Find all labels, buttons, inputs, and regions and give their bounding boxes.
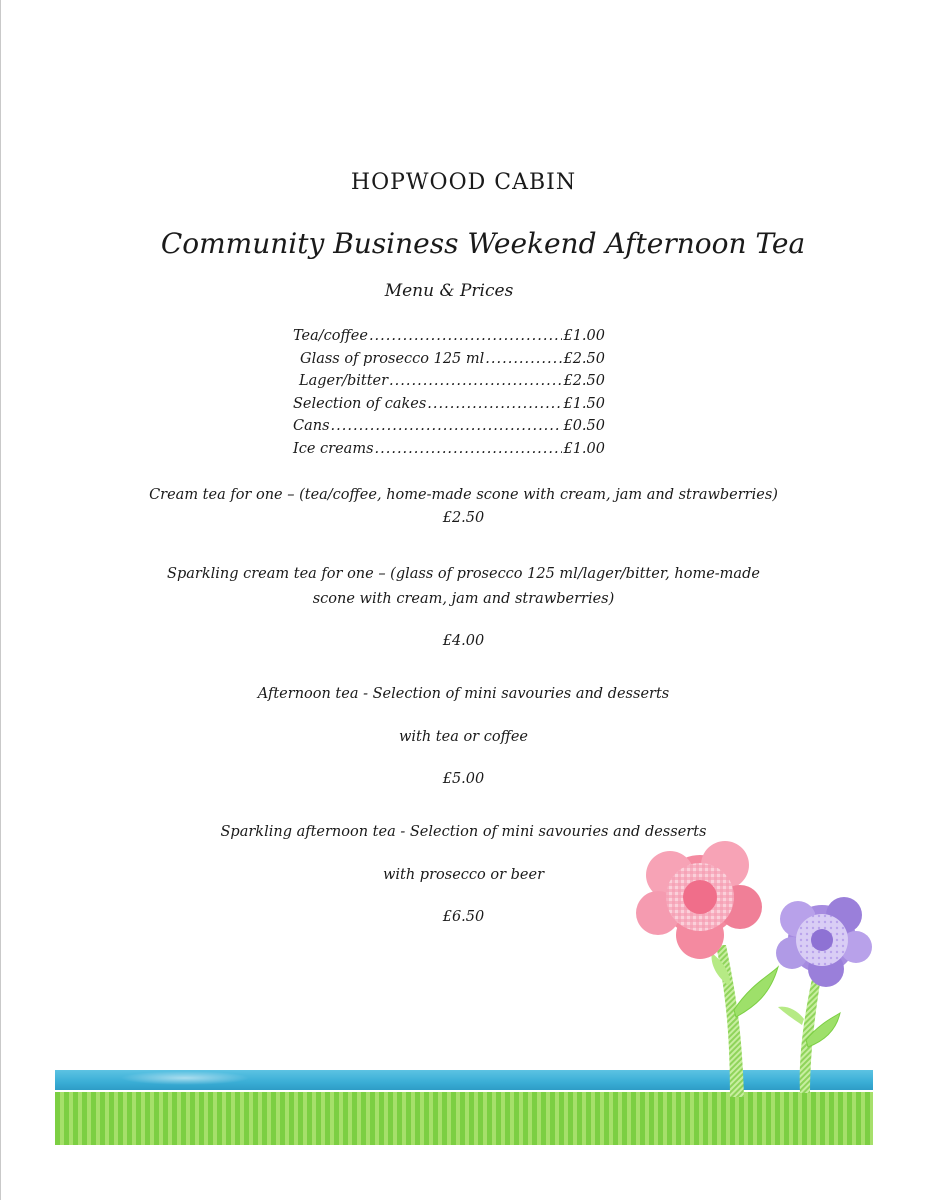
cream-tea-price: £2.50 [442, 510, 485, 526]
menu-subtitle: Community Business Weekend Afternoon Tea [160, 227, 806, 260]
price-item-label: Ice creams [293, 441, 374, 457]
sparkling-afternoon-tea-price: £6.50 [442, 909, 485, 925]
leader-dots [389, 373, 562, 389]
price-row-cans [293, 418, 605, 440]
price-item-label: Cans [293, 418, 330, 434]
cream-tea-description: Cream tea for one – (tea/coffee, home-made scone with cream, jam and strawberries) [149, 487, 778, 503]
flowers-decoration [630, 835, 880, 1105]
price-item-label: Lager/bitter [299, 373, 389, 389]
sparkling-afternoon-tea-description: Sparkling afternoon tea - Selection of mini savouries and desserts [220, 824, 707, 840]
price-item-label: Selection of cakes [293, 396, 427, 412]
purple-flower-icon [776, 897, 872, 987]
price-item-value: £1.00 [563, 328, 605, 344]
leader-dots [427, 396, 562, 412]
price-item-label: Tea/coffee [293, 328, 368, 344]
afternoon-tea-price: £5.00 [442, 771, 485, 787]
sparkling-cream-tea-price: £4.00 [442, 633, 485, 649]
page-title: HOPWOOD CABIN [350, 170, 577, 195]
sparkling-afternoon-tea-drink: with prosecco or beer [382, 867, 544, 883]
price-item-value: £1.00 [563, 441, 605, 457]
afternoon-tea-description: Afternoon tea - Selection of mini savouries and desserts [257, 686, 670, 702]
price-item-label: Glass of prosecco 125 ml [300, 351, 485, 367]
leader-dots [331, 418, 563, 434]
sparkling-cream-tea-description: Sparkling cream tea for one – (glass of prosecco 125 ml/lager/bitter, home-made [167, 566, 760, 582]
price-item-value: £1.50 [563, 396, 605, 412]
menu-heading: Menu & Prices [384, 281, 514, 301]
price-row-tea-coffee [293, 328, 605, 350]
price-item-value: £2.50 [563, 373, 605, 389]
price-row-ice-creams [293, 441, 605, 463]
afternoon-tea-drink: with tea or coffee [398, 729, 529, 745]
pink-flower-stem [712, 945, 778, 1097]
sparkling-cream-tea-description-cont: scone with cream, jam and strawberries) [312, 591, 615, 607]
pink-flower-icon [636, 841, 762, 959]
leader-dots [375, 441, 563, 457]
price-row-cakes [293, 396, 605, 418]
ribbon-highlight [120, 1071, 250, 1085]
leader-dots [485, 351, 562, 367]
price-row-prosecco [300, 351, 605, 373]
price-row-lager-bitter [299, 373, 605, 395]
price-item-value: £0.50 [563, 418, 605, 434]
leader-dots [369, 328, 563, 344]
price-item-value: £2.50 [563, 351, 605, 367]
